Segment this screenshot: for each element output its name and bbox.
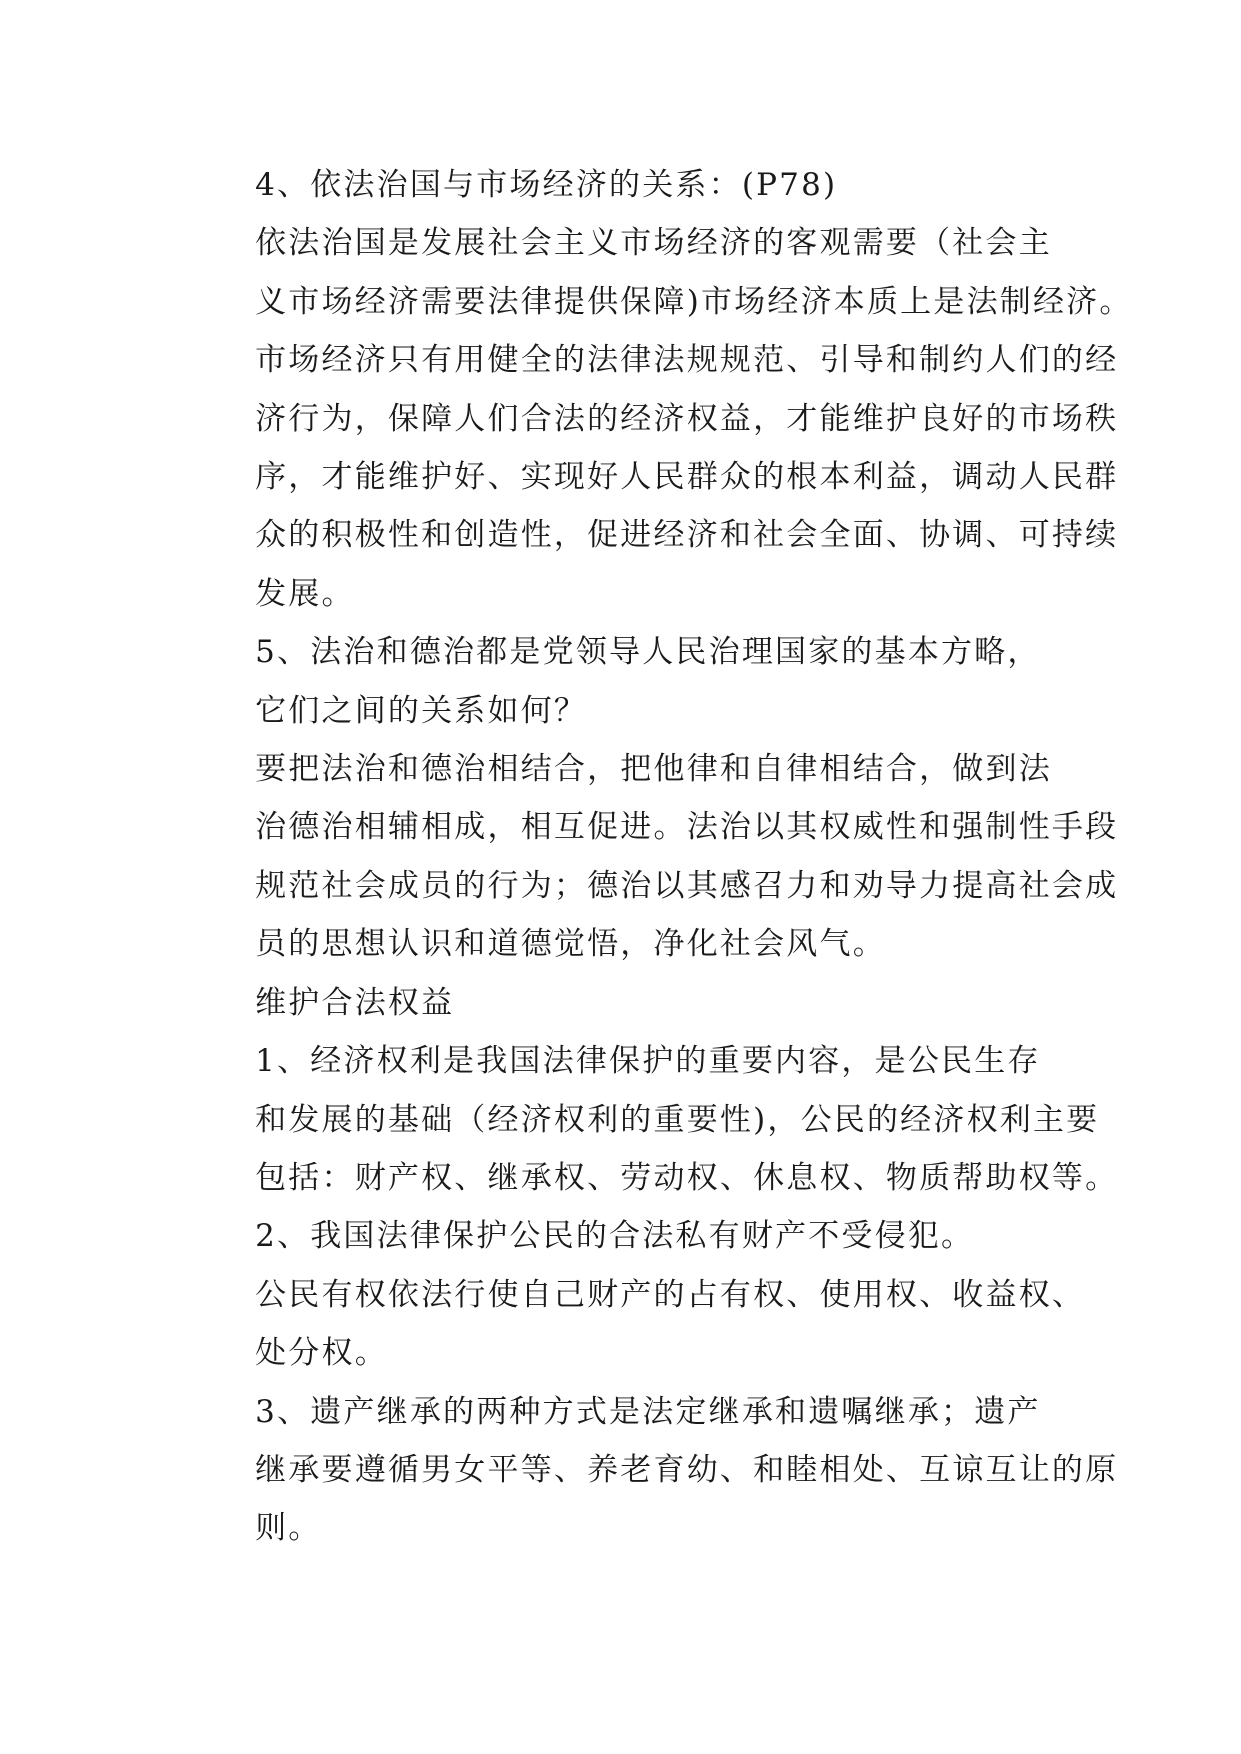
text-line: 规范社会成员的行为；德治以其感召力和劝导力提高社会成 — [255, 867, 1119, 904]
text-line: 发展。 — [255, 575, 355, 612]
text-line: 公民有权依法行使自己财产的占有权、使用权、收益权、 — [255, 1276, 1086, 1313]
text-line: 济行为，保障人们合法的经济权益，才能维护良好的市场秩 — [255, 400, 1119, 437]
text-line: 它们之间的关系如何？ — [255, 692, 588, 729]
text-line: 3、遗产继承的两种方式是法定继承和遗嘱继承；遗产 — [255, 1393, 1041, 1430]
text-line: 依法治国是发展社会主义市场经济的客观需要（社会主 — [255, 225, 1052, 262]
text-line: 市场经济只有用健全的法律法规规范、引导和制约人们的经 — [255, 342, 1119, 379]
paragraph-property-rights — [190, 1266, 1090, 1383]
text-line: 2、我国法律保护公民的合法私有财产不受侵犯。 — [255, 1218, 975, 1255]
text-line: 包括：财产权、继承权、劳动权、休息权、物质帮助权等。 — [255, 1159, 1119, 1196]
paragraph-law-and-virtue-question — [190, 623, 1090, 740]
paragraph-inheritance — [190, 1383, 1119, 1558]
text-line: 处分权。 — [255, 1335, 388, 1372]
paragraph-rule-of-law-market-heading — [190, 156, 1090, 214]
document-body — [190, 156, 1133, 1558]
paragraph-private-property — [190, 1207, 1090, 1265]
paragraph-rule-of-law-market-body — [190, 214, 1133, 623]
text-line: 治德治相辅相成，相互促进。法治以其权威性和强制性手段 — [255, 809, 1119, 846]
text-line: 义市场经济需要法律提供保障)市场经济本质上是法制经济。 — [255, 283, 1133, 320]
text-line: 要把法治和德治相结合，把他律和自律相结合，做到法 — [255, 751, 1052, 788]
text-line: 员的思想认识和道德觉悟，净化社会风气。 — [255, 926, 886, 963]
text-line: 维护合法权益 — [255, 984, 455, 1021]
text-line: 众的积极性和创造性，促进经济和社会全面、协调、可持续 — [255, 517, 1119, 554]
text-line: 和发展的基础（经济权利的重要性)，公民的经济权利主要 — [255, 1101, 1100, 1138]
text-line: 继承要遵循男女平等、养老育幼、和睦相处、互谅互让的原 — [255, 1451, 1119, 1488]
text-line: 4、依法治国与市场经济的关系：(P78) — [255, 167, 838, 203]
text-line: 5、法治和德治都是党领导人民治理国家的基本方略， — [255, 634, 1041, 671]
text-line: 序，才能维护好、实现好人民群众的根本利益，调动人民群 — [255, 459, 1119, 496]
paragraph-law-and-virtue-answer — [190, 740, 1119, 974]
paragraph-economic-rights — [190, 1032, 1119, 1207]
text-line: 则。 — [255, 1510, 322, 1547]
section-heading-legal-rights — [190, 974, 1090, 1032]
text-line: 1、经济权利是我国法律保护的重要内容，是公民生存 — [255, 1043, 1041, 1080]
